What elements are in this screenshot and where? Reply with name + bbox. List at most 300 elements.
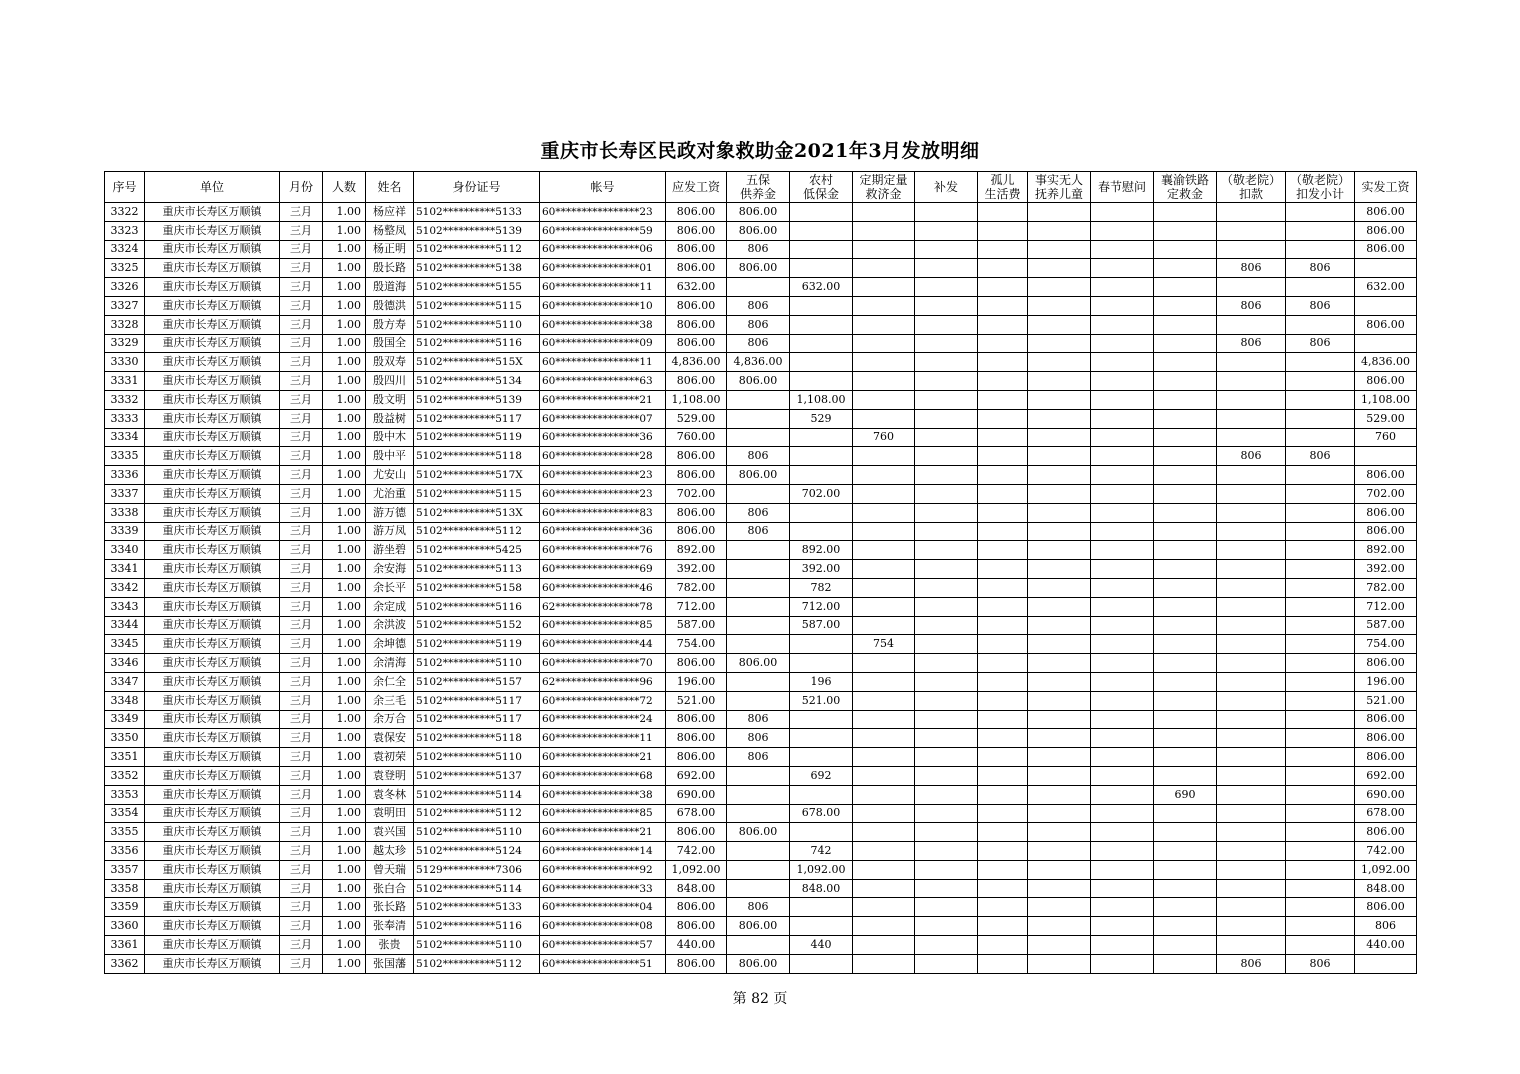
cell-account: 60****************01 [540, 259, 666, 278]
cell-name: 殷中平 [366, 447, 414, 466]
cell-nursing-home-deduction [1217, 409, 1286, 428]
cell-nursing-home-deduction [1217, 710, 1286, 729]
cell-de-facto-orphan [1028, 541, 1091, 560]
cell-count: 1.00 [323, 823, 366, 842]
table-row [105, 353, 1417, 372]
cell-net-pay: 806.00 [1355, 203, 1417, 222]
cell-orphan-living [978, 616, 1028, 635]
cell-unit: 重庆市长寿区万顺镇 [145, 860, 280, 879]
cell-name: 张国藩 [366, 954, 414, 973]
cell-regular-relief [853, 860, 915, 879]
cell-rural-dibao [790, 898, 853, 917]
cell-regular-relief [853, 766, 915, 785]
cell-back-pay [915, 748, 978, 767]
cell-gross-pay: 782.00 [666, 578, 727, 597]
cell-gross-pay: 806.00 [666, 447, 727, 466]
cell-gross-pay: 806.00 [666, 259, 727, 278]
cell-back-pay [915, 654, 978, 673]
cell-seq: 3348 [105, 691, 145, 710]
cell-railway-relief [1154, 710, 1217, 729]
cell-count: 1.00 [323, 278, 366, 297]
cell-wubao-support [727, 390, 790, 409]
cell-rural-dibao: 1,108.00 [790, 390, 853, 409]
cell-back-pay [915, 372, 978, 391]
cell-net-pay: 806.00 [1355, 823, 1417, 842]
table-row [105, 409, 1417, 428]
cell-unit: 重庆市长寿区万顺镇 [145, 240, 280, 259]
cell-regular-relief [853, 240, 915, 259]
cell-month: 三月 [280, 372, 323, 391]
cell-seq: 3338 [105, 503, 145, 522]
cell-nursing-home-deduction-subtotal [1286, 541, 1355, 560]
table-row [105, 748, 1417, 767]
cell-gross-pay: 196.00 [666, 672, 727, 691]
cell-nursing-home-deduction-subtotal [1286, 785, 1355, 804]
cell-de-facto-orphan [1028, 766, 1091, 785]
cell-account: 60****************83 [540, 503, 666, 522]
cell-seq: 3333 [105, 409, 145, 428]
cell-back-pay [915, 221, 978, 240]
cell-orphan-living [978, 804, 1028, 823]
cell-nursing-home-deduction-subtotal: 806 [1286, 296, 1355, 315]
cell-railway-relief [1154, 842, 1217, 861]
cell-regular-relief [853, 672, 915, 691]
cell-nursing-home-deduction [1217, 353, 1286, 372]
column-header-name: 姓名 [366, 172, 414, 203]
cell-orphan-living [978, 879, 1028, 898]
cell-back-pay [915, 710, 978, 729]
cell-unit: 重庆市长寿区万顺镇 [145, 616, 280, 635]
cell-de-facto-orphan [1028, 691, 1091, 710]
cell-gross-pay: 760.00 [666, 428, 727, 447]
cell-id-number: 5102**********5133 [414, 898, 540, 917]
cell-wubao-support [727, 672, 790, 691]
cell-gross-pay: 806.00 [666, 917, 727, 936]
cell-de-facto-orphan [1028, 296, 1091, 315]
cell-rural-dibao [790, 954, 853, 973]
cell-unit: 重庆市长寿区万顺镇 [145, 278, 280, 297]
cell-back-pay [915, 390, 978, 409]
cell-nursing-home-deduction [1217, 635, 1286, 654]
cell-net-pay: 529.00 [1355, 409, 1417, 428]
cell-nursing-home-deduction [1217, 936, 1286, 955]
cell-spring-festival [1091, 484, 1154, 503]
cell-rural-dibao [790, 729, 853, 748]
cell-nursing-home-deduction-subtotal [1286, 278, 1355, 297]
cell-month: 三月 [280, 390, 323, 409]
cell-orphan-living [978, 936, 1028, 955]
cell-nursing-home-deduction-subtotal [1286, 804, 1355, 823]
column-header-nursing-home-deduction-subtotal: （敬老院） 扣发小计 [1286, 172, 1355, 203]
cell-nursing-home-deduction [1217, 766, 1286, 785]
cell-count: 1.00 [323, 296, 366, 315]
cell-spring-festival [1091, 766, 1154, 785]
cell-unit: 重庆市长寿区万顺镇 [145, 597, 280, 616]
cell-railway-relief [1154, 447, 1217, 466]
cell-unit: 重庆市长寿区万顺镇 [145, 691, 280, 710]
cell-spring-festival [1091, 221, 1154, 240]
cell-wubao-support [727, 936, 790, 955]
table-row [105, 560, 1417, 579]
cell-wubao-support [727, 560, 790, 579]
cell-spring-festival [1091, 879, 1154, 898]
cell-regular-relief [853, 221, 915, 240]
cell-regular-relief [853, 259, 915, 278]
table-row [105, 672, 1417, 691]
cell-railway-relief [1154, 428, 1217, 447]
cell-railway-relief [1154, 578, 1217, 597]
cell-nursing-home-deduction [1217, 240, 1286, 259]
cell-id-number: 5129**********7306 [414, 860, 540, 879]
cell-month: 三月 [280, 597, 323, 616]
cell-de-facto-orphan [1028, 860, 1091, 879]
cell-nursing-home-deduction-subtotal [1286, 691, 1355, 710]
cell-wubao-support: 806.00 [727, 917, 790, 936]
cell-seq: 3356 [105, 842, 145, 861]
cell-back-pay [915, 240, 978, 259]
cell-gross-pay: 806.00 [666, 203, 727, 222]
cell-nursing-home-deduction [1217, 691, 1286, 710]
cell-regular-relief [853, 466, 915, 485]
cell-gross-pay: 806.00 [666, 748, 727, 767]
cell-wubao-support: 806.00 [727, 823, 790, 842]
cell-nursing-home-deduction-subtotal: 806 [1286, 334, 1355, 353]
cell-orphan-living [978, 560, 1028, 579]
cell-month: 三月 [280, 353, 323, 372]
cell-de-facto-orphan [1028, 616, 1091, 635]
cell-back-pay [915, 917, 978, 936]
cell-unit: 重庆市长寿区万顺镇 [145, 748, 280, 767]
cell-regular-relief [853, 785, 915, 804]
cell-back-pay [915, 823, 978, 842]
cell-railway-relief [1154, 278, 1217, 297]
cell-count: 1.00 [323, 654, 366, 673]
cell-orphan-living [978, 334, 1028, 353]
cell-id-number: 5102**********515X [414, 353, 540, 372]
cell-nursing-home-deduction [1217, 748, 1286, 767]
cell-month: 三月 [280, 898, 323, 917]
column-header-month: 月份 [280, 172, 323, 203]
cell-back-pay [915, 503, 978, 522]
relief-payment-table [104, 171, 1417, 974]
cell-account: 60****************21 [540, 390, 666, 409]
cell-nursing-home-deduction [1217, 522, 1286, 541]
cell-de-facto-orphan [1028, 428, 1091, 447]
cell-nursing-home-deduction-subtotal [1286, 466, 1355, 485]
cell-spring-festival [1091, 804, 1154, 823]
cell-month: 三月 [280, 278, 323, 297]
cell-railway-relief [1154, 541, 1217, 560]
cell-account: 60****************06 [540, 240, 666, 259]
cell-railway-relief [1154, 917, 1217, 936]
cell-name: 殷文明 [366, 390, 414, 409]
cell-count: 1.00 [323, 597, 366, 616]
cell-rural-dibao: 692 [790, 766, 853, 785]
cell-unit: 重庆市长寿区万顺镇 [145, 785, 280, 804]
cell-wubao-support [727, 635, 790, 654]
cell-regular-relief [853, 560, 915, 579]
cell-wubao-support [727, 616, 790, 635]
cell-back-pay [915, 785, 978, 804]
cell-spring-festival [1091, 936, 1154, 955]
cell-nursing-home-deduction-subtotal [1286, 315, 1355, 334]
cell-id-number: 5102**********5114 [414, 785, 540, 804]
cell-seq: 3326 [105, 278, 145, 297]
table-row [105, 203, 1417, 222]
cell-railway-relief [1154, 823, 1217, 842]
cell-de-facto-orphan [1028, 522, 1091, 541]
cell-seq: 3327 [105, 296, 145, 315]
cell-railway-relief [1154, 296, 1217, 315]
cell-nursing-home-deduction-subtotal [1286, 409, 1355, 428]
cell-id-number: 5102**********5138 [414, 259, 540, 278]
cell-name: 越太珍 [366, 842, 414, 861]
cell-id-number: 5102**********5110 [414, 654, 540, 673]
cell-seq: 3331 [105, 372, 145, 391]
cell-month: 三月 [280, 447, 323, 466]
cell-name: 余万合 [366, 710, 414, 729]
cell-count: 1.00 [323, 691, 366, 710]
cell-back-pay [915, 447, 978, 466]
cell-regular-relief: 754 [853, 635, 915, 654]
cell-seq: 3361 [105, 936, 145, 955]
cell-wubao-support [727, 879, 790, 898]
cell-regular-relief [853, 842, 915, 861]
cell-name: 曾天瑞 [366, 860, 414, 879]
cell-regular-relief [853, 353, 915, 372]
cell-wubao-support [727, 842, 790, 861]
cell-wubao-support [727, 409, 790, 428]
cell-back-pay [915, 296, 978, 315]
table-row [105, 240, 1417, 259]
cell-seq: 3335 [105, 447, 145, 466]
cell-rural-dibao [790, 203, 853, 222]
cell-seq: 3347 [105, 672, 145, 691]
cell-railway-relief [1154, 240, 1217, 259]
cell-name: 张白合 [366, 879, 414, 898]
table-row [105, 334, 1417, 353]
cell-nursing-home-deduction-subtotal [1286, 522, 1355, 541]
cell-nursing-home-deduction [1217, 597, 1286, 616]
cell-gross-pay: 632.00 [666, 278, 727, 297]
cell-gross-pay: 754.00 [666, 635, 727, 654]
cell-back-pay [915, 898, 978, 917]
cell-gross-pay: 1,108.00 [666, 390, 727, 409]
cell-railway-relief [1154, 898, 1217, 917]
cell-name: 游万凤 [366, 522, 414, 541]
cell-account: 60****************24 [540, 710, 666, 729]
cell-de-facto-orphan [1028, 917, 1091, 936]
table-row [105, 710, 1417, 729]
cell-railway-relief [1154, 954, 1217, 973]
cell-de-facto-orphan [1028, 334, 1091, 353]
cell-seq: 3330 [105, 353, 145, 372]
cell-net-pay [1355, 259, 1417, 278]
cell-net-pay: 760 [1355, 428, 1417, 447]
cell-regular-relief [853, 541, 915, 560]
table-row [105, 578, 1417, 597]
cell-unit: 重庆市长寿区万顺镇 [145, 353, 280, 372]
table-row [105, 315, 1417, 334]
cell-name: 余长平 [366, 578, 414, 597]
cell-spring-festival [1091, 691, 1154, 710]
cell-back-pay [915, 315, 978, 334]
cell-unit: 重庆市长寿区万顺镇 [145, 428, 280, 447]
cell-wubao-support [727, 766, 790, 785]
cell-gross-pay: 806.00 [666, 654, 727, 673]
cell-account: 60****************44 [540, 635, 666, 654]
cell-spring-festival [1091, 578, 1154, 597]
cell-wubao-support: 4,836.00 [727, 353, 790, 372]
cell-count: 1.00 [323, 334, 366, 353]
table-row [105, 390, 1417, 409]
cell-seq: 3341 [105, 560, 145, 579]
cell-railway-relief [1154, 560, 1217, 579]
cell-regular-relief [853, 710, 915, 729]
cell-spring-festival [1091, 860, 1154, 879]
cell-rural-dibao [790, 917, 853, 936]
cell-railway-relief [1154, 334, 1217, 353]
column-header-count: 人数 [323, 172, 366, 203]
cell-name: 尤安山 [366, 466, 414, 485]
cell-gross-pay: 678.00 [666, 804, 727, 823]
cell-wubao-support: 806 [727, 334, 790, 353]
cell-unit: 重庆市长寿区万顺镇 [145, 409, 280, 428]
cell-wubao-support: 806 [727, 898, 790, 917]
cell-unit: 重庆市长寿区万顺镇 [145, 936, 280, 955]
cell-count: 1.00 [323, 748, 366, 767]
cell-regular-relief [853, 278, 915, 297]
cell-count: 1.00 [323, 428, 366, 447]
cell-account: 60****************36 [540, 428, 666, 447]
cell-wubao-support [727, 428, 790, 447]
cell-de-facto-orphan [1028, 259, 1091, 278]
column-header-railway-relief: 襄渝铁路 定救金 [1154, 172, 1217, 203]
cell-net-pay: 806.00 [1355, 898, 1417, 917]
cell-back-pay [915, 691, 978, 710]
cell-wubao-support: 806 [727, 503, 790, 522]
table-row [105, 372, 1417, 391]
cell-railway-relief [1154, 315, 1217, 334]
table-row [105, 466, 1417, 485]
cell-nursing-home-deduction-subtotal [1286, 860, 1355, 879]
cell-unit: 重庆市长寿区万顺镇 [145, 917, 280, 936]
cell-gross-pay: 806.00 [666, 729, 727, 748]
cell-count: 1.00 [323, 522, 366, 541]
cell-railway-relief [1154, 597, 1217, 616]
cell-id-number: 5102**********5115 [414, 296, 540, 315]
cell-gross-pay: 806.00 [666, 466, 727, 485]
cell-id-number: 5102**********517X [414, 466, 540, 485]
cell-account: 60****************38 [540, 315, 666, 334]
cell-orphan-living [978, 203, 1028, 222]
cell-net-pay: 587.00 [1355, 616, 1417, 635]
cell-id-number: 5102**********513X [414, 503, 540, 522]
cell-orphan-living [978, 390, 1028, 409]
cell-id-number: 5102**********5137 [414, 766, 540, 785]
cell-spring-festival [1091, 616, 1154, 635]
cell-month: 三月 [280, 334, 323, 353]
cell-net-pay [1355, 334, 1417, 353]
cell-net-pay: 4,836.00 [1355, 353, 1417, 372]
cell-gross-pay: 892.00 [666, 541, 727, 560]
column-header-rural-dibao: 农村 低保金 [790, 172, 853, 203]
cell-wubao-support [727, 578, 790, 597]
cell-account: 60****************38 [540, 785, 666, 804]
cell-name: 殷长路 [366, 259, 414, 278]
cell-account: 60****************36 [540, 522, 666, 541]
cell-de-facto-orphan [1028, 578, 1091, 597]
cell-back-pay [915, 578, 978, 597]
cell-account: 60****************08 [540, 917, 666, 936]
cell-net-pay: 806.00 [1355, 240, 1417, 259]
cell-wubao-support: 806 [727, 729, 790, 748]
cell-back-pay [915, 635, 978, 654]
cell-seq: 3342 [105, 578, 145, 597]
column-header-de-facto-orphan: 事实无人 抚养儿童 [1028, 172, 1091, 203]
table-row [105, 936, 1417, 955]
cell-account: 60****************07 [540, 409, 666, 428]
cell-rural-dibao [790, 447, 853, 466]
cell-spring-festival [1091, 597, 1154, 616]
cell-count: 1.00 [323, 842, 366, 861]
cell-account: 60****************11 [540, 729, 666, 748]
cell-nursing-home-deduction-subtotal [1286, 635, 1355, 654]
cell-nursing-home-deduction-subtotal: 806 [1286, 954, 1355, 973]
cell-rural-dibao [790, 259, 853, 278]
cell-orphan-living [978, 296, 1028, 315]
cell-name: 殷四川 [366, 372, 414, 391]
cell-month: 三月 [280, 823, 323, 842]
cell-seq: 3355 [105, 823, 145, 842]
cell-regular-relief [853, 503, 915, 522]
cell-wubao-support [727, 541, 790, 560]
cell-id-number: 5102**********5155 [414, 278, 540, 297]
cell-spring-festival [1091, 729, 1154, 748]
cell-de-facto-orphan [1028, 278, 1091, 297]
cell-gross-pay: 806.00 [666, 315, 727, 334]
cell-wubao-support: 806.00 [727, 221, 790, 240]
cell-name: 杨应祥 [366, 203, 414, 222]
cell-regular-relief [853, 729, 915, 748]
cell-back-pay [915, 936, 978, 955]
cell-unit: 重庆市长寿区万顺镇 [145, 729, 280, 748]
cell-seq: 3346 [105, 654, 145, 673]
cell-railway-relief [1154, 804, 1217, 823]
cell-orphan-living [978, 372, 1028, 391]
cell-month: 三月 [280, 616, 323, 635]
cell-net-pay: 1,108.00 [1355, 390, 1417, 409]
cell-seq: 3336 [105, 466, 145, 485]
cell-nursing-home-deduction-subtotal [1286, 898, 1355, 917]
cell-de-facto-orphan [1028, 954, 1091, 973]
cell-orphan-living [978, 259, 1028, 278]
cell-spring-festival [1091, 278, 1154, 297]
cell-regular-relief [853, 936, 915, 955]
cell-nursing-home-deduction [1217, 278, 1286, 297]
cell-spring-festival [1091, 203, 1154, 222]
cell-gross-pay: 529.00 [666, 409, 727, 428]
cell-unit: 重庆市长寿区万顺镇 [145, 954, 280, 973]
cell-id-number: 5102**********5112 [414, 954, 540, 973]
cell-orphan-living [978, 578, 1028, 597]
cell-rural-dibao: 848.00 [790, 879, 853, 898]
table-row [105, 296, 1417, 315]
cell-nursing-home-deduction-subtotal [1286, 917, 1355, 936]
cell-seq: 3343 [105, 597, 145, 616]
cell-account: 60****************46 [540, 578, 666, 597]
cell-net-pay: 806.00 [1355, 522, 1417, 541]
